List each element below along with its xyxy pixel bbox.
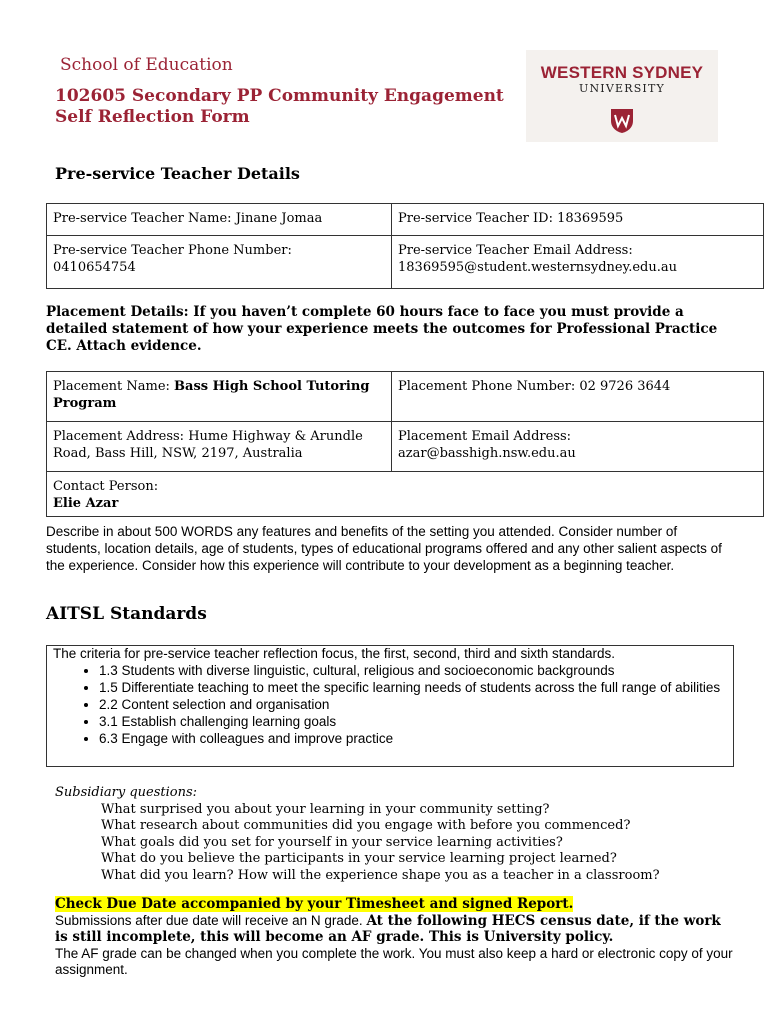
- placement-table: [46, 371, 764, 517]
- logo-text-line2: UNIVERSITY: [579, 82, 665, 95]
- due-date-highlight: Check Due Date accompanied by your Timesheet and signed Report.: [55, 896, 574, 912]
- list-item: • 1.5 Differentiate teaching to meet the specific learning needs of students across the full range of abilities: [99, 679, 729, 696]
- teacher-name-cell: Pre-service Teacher Name: Jinane Jomaa: [47, 204, 392, 236]
- list-item: • 1.3 Students with diverse linguistic, cultural, religious and socioeconomic backgrounds: [99, 662, 729, 679]
- describe-instructions: Describe in about 500 WORDS any features and benefits of the setting you attended. Consider number of students, location details, age of students, types of educational programs offered and any other salient aspects of the experience. Consider how this experience will contribute to your development as a beginning teacher.: [46, 524, 722, 573]
- aitsl-heading: AITSL Standards: [46, 604, 207, 624]
- logo-text-line1: WESTERN SYDNEY: [540, 63, 704, 82]
- placement-phone-cell: Placement Phone Number: 02 9726 3644: [392, 372, 764, 422]
- teacher-phone-cell: Pre-service Teacher Phone Number: 0410654754: [47, 236, 392, 289]
- aitsl-standards-box: [46, 645, 734, 767]
- af-grade-note: The AF grade can be changed when you complete the work. You must also keep a hard or electronic copy of your assignment.: [55, 945, 733, 977]
- question: What do you believe the participants in your service learning project learned?: [101, 851, 617, 866]
- shield-icon: [610, 108, 634, 134]
- aitsl-list: [47, 662, 729, 747]
- placement-details-label: Placement Details: [46, 304, 184, 320]
- contact-person-cell: Contact Person: Elie Azar: [47, 472, 764, 517]
- form-title: [55, 86, 504, 128]
- placement-name-cell: Placement Name: Bass High School Tutoring Program: [47, 372, 392, 422]
- teacher-details-heading: Pre-service Teacher Details: [55, 164, 300, 183]
- school-name: School of Education: [60, 55, 233, 75]
- teacher-details-table: [46, 203, 764, 289]
- list-item: • 2.2 Content selection and organisation: [99, 696, 729, 713]
- subsidiary-questions: [55, 785, 660, 884]
- question: What surprised you about your learning in your community setting?: [101, 801, 550, 817]
- teacher-id-cell: Pre-service Teacher ID: 18369595: [392, 204, 764, 236]
- question: What research about communities did you engage with before you commenced?: [101, 818, 631, 833]
- university-logo: [526, 50, 718, 142]
- late-policy: Submissions after due date will receive an N grade. At the following HECS census date, if the work is still incomplete, this will become an AF grade. This is University policy.: [55, 912, 721, 945]
- question: What goals did you set for yourself in your service learning activities?: [101, 834, 563, 850]
- placement-details-intro: Placement Details: If you haven’t complete 60 hours face to face you must provide a detailed statement of how your experience meets the outcomes for Professional Practice CE. Attach evidence.: [46, 304, 718, 354]
- placement-address-cell: Placement Address: Hume Highway & Arundle Road, Bass Hill, NSW, 2197, Australia: [47, 422, 392, 472]
- due-date-notice: [55, 896, 735, 979]
- teacher-email-cell: Pre-service Teacher Email Address: 18369595@student.westernsydney.edu.au: [392, 236, 764, 289]
- placement-email-cell: Placement Email Address: azar@basshigh.nsw.edu.au: [392, 422, 764, 472]
- list-item: • 6.3 Engage with colleagues and improve practice: [99, 730, 729, 747]
- list-item: • 3.1 Establish challenging learning goals: [99, 713, 729, 730]
- course-title-line2: Self Reflection Form: [55, 107, 250, 127]
- course-title-line1: 102605 Secondary PP Community Engagement: [55, 86, 504, 106]
- aitsl-lead: The criteria for pre-service teacher reflection focus, the first, second, third and sixth standards.: [53, 646, 616, 661]
- subsidiary-title: Subsidiary questions:: [55, 785, 198, 800]
- placement-details-text: If you haven’t complete 60 hours face to face you must provide a detailed statement of how your experience meets the outcomes for Professional Practice CE. Attach evidence.: [46, 304, 718, 354]
- question: What did you learn? How will the experience shape you as a teacher in a classroom?: [101, 867, 660, 883]
